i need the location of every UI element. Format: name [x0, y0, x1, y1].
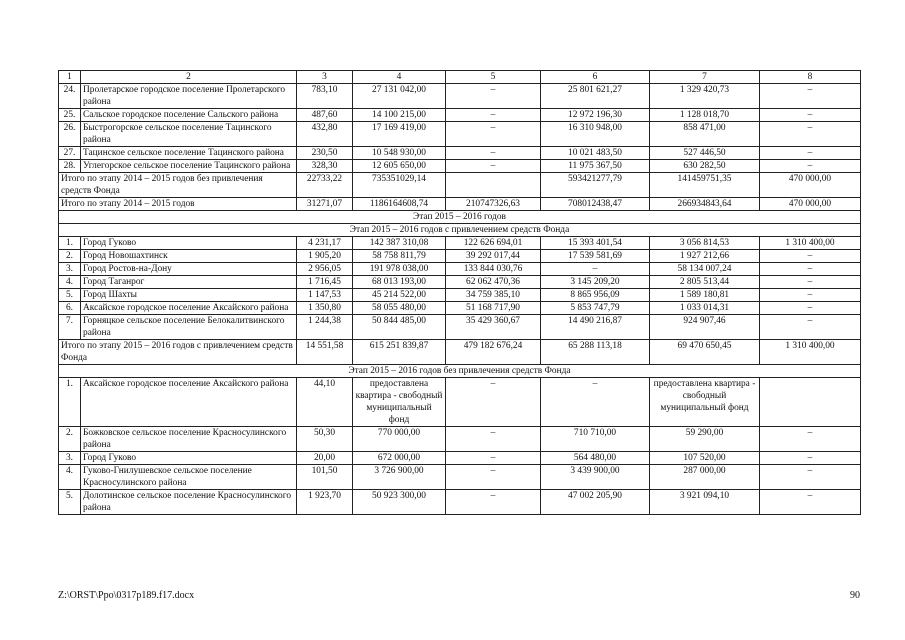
- fund-cell: 210747326,63: [446, 198, 541, 211]
- region-cell: 593421277,79: [541, 173, 650, 198]
- area-cell: 487,60: [297, 109, 353, 122]
- fund-cell: 133 844 030,76: [446, 263, 541, 276]
- name-cell: Тацинское сельское поселение Тацинского района: [81, 147, 297, 160]
- total-cost-cell: 27 131 042,00: [353, 84, 446, 109]
- fund-cell: –: [446, 147, 541, 160]
- region-cell: 25 801 621,27: [541, 84, 650, 109]
- table-row: [59, 263, 861, 276]
- fund-cell: 34 759 385,10: [446, 289, 541, 302]
- header-cell: 5: [446, 71, 541, 84]
- extra-cell: –: [760, 122, 861, 147]
- fund-cell: –: [446, 465, 541, 490]
- name-cell: Аксайское городское поселение Аксайского района: [81, 378, 297, 427]
- fund-cell: 35 429 360,67: [446, 315, 541, 340]
- region-cell: 65 288 113,18: [541, 340, 650, 365]
- total-cost-cell: предоставлена квартира - свободный муниципальный фонд: [353, 378, 446, 427]
- area-cell: 1 147,53: [297, 289, 353, 302]
- total-cost-cell: 68 013 193,00: [353, 276, 446, 289]
- table-row: [59, 109, 861, 122]
- region-cell: –: [541, 378, 650, 427]
- num-cell: 3.: [59, 452, 81, 465]
- fund-cell: –: [446, 84, 541, 109]
- num-cell: 4.: [59, 465, 81, 490]
- num-cell: 1.: [59, 378, 81, 427]
- total-cost-cell: 191 978 038,00: [353, 263, 446, 276]
- extra-cell: –: [760, 109, 861, 122]
- area-cell: 4 231,17: [297, 237, 353, 250]
- extra-cell: –: [760, 250, 861, 263]
- table-row: [59, 84, 861, 109]
- section-row: [59, 365, 861, 378]
- num-cell: 1.: [59, 237, 81, 250]
- local-cell: 527 446,50: [650, 147, 760, 160]
- region-cell: 708012438,47: [541, 198, 650, 211]
- area-cell: 14 551,58: [297, 340, 353, 365]
- name-cell: Гуково-Гнилушевское сельское поселение Красносулинского района: [81, 465, 297, 490]
- area-cell: 783,10: [297, 84, 353, 109]
- table-row: [59, 315, 861, 340]
- table-row: [59, 490, 861, 515]
- num-cell: 27.: [59, 147, 81, 160]
- local-cell: 3 921 094,10: [650, 490, 760, 515]
- fund-cell: –: [446, 378, 541, 427]
- name-cell: Аксайское городское поселение Аксайского района: [81, 302, 297, 315]
- local-cell: 3 056 814,53: [650, 237, 760, 250]
- area-cell: 1 716,45: [297, 276, 353, 289]
- section-row: [59, 211, 861, 224]
- region-cell: 564 480,00: [541, 452, 650, 465]
- table-row: [59, 427, 861, 452]
- area-cell: 230,50: [297, 147, 353, 160]
- total-cost-cell: 142 387 310,08: [353, 237, 446, 250]
- local-cell: 1 128 018,70: [650, 109, 760, 122]
- extra-cell: 1 310 400,00: [760, 340, 861, 365]
- name-cell: Город Гуково: [81, 237, 297, 250]
- local-cell: 924 907,46: [650, 315, 760, 340]
- num-cell: 5.: [59, 490, 81, 515]
- extra-cell: –: [760, 465, 861, 490]
- extra-cell: –: [760, 490, 861, 515]
- total-cost-cell: 58 055 480,00: [353, 302, 446, 315]
- local-cell: 266934843,64: [650, 198, 760, 211]
- section-title: Этап 2015 – 2016 годов без привлечения средств Фонда: [59, 365, 861, 378]
- table-body: [59, 71, 861, 515]
- extra-cell: 470 000,00: [760, 198, 861, 211]
- area-cell: 20,00: [297, 452, 353, 465]
- name-cell: Долотинское сельское поселение Красносулинского района: [81, 490, 297, 515]
- area-cell: 22733,22: [297, 173, 353, 198]
- area-cell: 1 350,80: [297, 302, 353, 315]
- table-row: [59, 276, 861, 289]
- area-cell: 50,30: [297, 427, 353, 452]
- extra-cell: –: [760, 452, 861, 465]
- file-path: Z:\ORST\Ppo\0317p189.f17.docx: [58, 590, 195, 601]
- num-cell: 4.: [59, 276, 81, 289]
- area-cell: 1 923,70: [297, 490, 353, 515]
- num-cell: 5.: [59, 289, 81, 302]
- document-table: [58, 70, 861, 515]
- region-cell: 5 853 747,79: [541, 302, 650, 315]
- section-title: Этап 2015 – 2016 годов: [59, 211, 861, 224]
- name-cell: Быстрогорское сельское поселение Тацинского района: [81, 122, 297, 147]
- extra-cell: –: [760, 84, 861, 109]
- region-cell: 14 490 216,87: [541, 315, 650, 340]
- fund-cell: –: [446, 160, 541, 173]
- total-cost-cell: 615 251 839,87: [353, 340, 446, 365]
- total-cost-cell: 50 923 300,00: [353, 490, 446, 515]
- table-row: [59, 160, 861, 173]
- num-cell: 6.: [59, 302, 81, 315]
- header-cell: 7: [650, 71, 760, 84]
- fund-cell: [446, 173, 541, 198]
- local-cell: 69 470 650,45: [650, 340, 760, 365]
- extra-cell: –: [760, 276, 861, 289]
- fund-cell: –: [446, 490, 541, 515]
- total-label-cell: Итого по этапу 2014 – 2015 годов: [59, 198, 297, 211]
- fund-cell: 62 062 470,36: [446, 276, 541, 289]
- table-row: [59, 122, 861, 147]
- extra-cell: –: [760, 147, 861, 160]
- local-cell: 2 805 513,44: [650, 276, 760, 289]
- total-cost-cell: 14 100 215,00: [353, 109, 446, 122]
- local-cell: 1 329 420,73: [650, 84, 760, 109]
- local-cell: 58 134 007,24: [650, 263, 760, 276]
- region-cell: 17 539 581,69: [541, 250, 650, 263]
- total-cost-cell: 50 844 485,00: [353, 315, 446, 340]
- table-row: [59, 147, 861, 160]
- header-cell: 4: [353, 71, 446, 84]
- name-cell: Город Таганрог: [81, 276, 297, 289]
- local-cell: 858 471,00: [650, 122, 760, 147]
- header-cell: 3: [297, 71, 353, 84]
- num-cell: 26.: [59, 122, 81, 147]
- area-cell: 44,10: [297, 378, 353, 427]
- total-cost-cell: 45 214 522,00: [353, 289, 446, 302]
- local-cell: 107 520,00: [650, 452, 760, 465]
- table-row: [59, 289, 861, 302]
- extra-cell: 1 310 400,00: [760, 237, 861, 250]
- table-row: [59, 465, 861, 490]
- fund-cell: 51 168 717,90: [446, 302, 541, 315]
- area-cell: 101,50: [297, 465, 353, 490]
- total-cost-cell: 17 169 419,00: [353, 122, 446, 147]
- extra-cell: –: [760, 315, 861, 340]
- region-cell: 47 002 205,90: [541, 490, 650, 515]
- region-cell: 11 975 367,50: [541, 160, 650, 173]
- name-cell: Город Шахты: [81, 289, 297, 302]
- section-row: [59, 224, 861, 237]
- table-row: [59, 237, 861, 250]
- total-cost-cell: 3 726 900,00: [353, 465, 446, 490]
- fund-cell: –: [446, 122, 541, 147]
- page-number: 90: [850, 590, 860, 601]
- extra-cell: [760, 378, 861, 427]
- extra-cell: –: [760, 289, 861, 302]
- section-title: Этап 2015 – 2016 годов с привлечением средств Фонда: [59, 224, 861, 237]
- extra-cell: –: [760, 302, 861, 315]
- total-cost-cell: 58 758 811,79: [353, 250, 446, 263]
- header-cell: 8: [760, 71, 861, 84]
- num-cell: 7.: [59, 315, 81, 340]
- table-header-row: [59, 71, 861, 84]
- name-cell: Сальское городское поселение Сальского района: [81, 109, 297, 122]
- area-cell: 432,80: [297, 122, 353, 147]
- num-cell: 2.: [59, 250, 81, 263]
- area-cell: 31271,07: [297, 198, 353, 211]
- total-cost-cell: 1186164608,74: [353, 198, 446, 211]
- local-cell: 1 033 014,31: [650, 302, 760, 315]
- extra-cell: 470 000,00: [760, 173, 861, 198]
- fund-cell: –: [446, 427, 541, 452]
- fund-cell: –: [446, 452, 541, 465]
- area-cell: 1 244,38: [297, 315, 353, 340]
- total-row: [59, 198, 861, 211]
- header-cell: 2: [81, 71, 297, 84]
- total-cost-cell: 12 605 650,00: [353, 160, 446, 173]
- total-label-cell: Итого по этапу 2015 – 2016 годов с привлечением средств Фонда: [59, 340, 297, 365]
- region-cell: 710 710,00: [541, 427, 650, 452]
- name-cell: Божковское сельское поселение Красносулинского района: [81, 427, 297, 452]
- local-cell: 1 927 212,66: [650, 250, 760, 263]
- total-cost-cell: 10 548 930,00: [353, 147, 446, 160]
- area-cell: 1 905,20: [297, 250, 353, 263]
- table-row: [59, 378, 861, 427]
- area-cell: 2 956,05: [297, 263, 353, 276]
- table-row: [59, 452, 861, 465]
- total-label-cell: Итого по этапу 2014 – 2015 годов без привлечения средств Фонда: [59, 173, 297, 198]
- fund-cell: –: [446, 109, 541, 122]
- region-cell: 3 439 900,00: [541, 465, 650, 490]
- name-cell: Город Ростов-на-Дону: [81, 263, 297, 276]
- region-cell: 15 393 401,54: [541, 237, 650, 250]
- region-cell: 10 021 483,50: [541, 147, 650, 160]
- name-cell: Горняцкое сельское поселение Белокалитвинского района: [81, 315, 297, 340]
- region-cell: –: [541, 263, 650, 276]
- local-cell: предоставлена квартира - свободный муниципальный фонд: [650, 378, 760, 427]
- total-cost-cell: 672 000,00: [353, 452, 446, 465]
- region-cell: 8 865 956,09: [541, 289, 650, 302]
- extra-cell: –: [760, 160, 861, 173]
- local-cell: 1 589 180,81: [650, 289, 760, 302]
- total-row: [59, 173, 861, 198]
- extra-cell: –: [760, 427, 861, 452]
- header-cell: 1: [59, 71, 81, 84]
- total-cost-cell: 770 000,00: [353, 427, 446, 452]
- name-cell: Город Гуково: [81, 452, 297, 465]
- name-cell: Пролетарское городское поселение Пролетарского района: [81, 84, 297, 109]
- header-cell: 6: [541, 71, 650, 84]
- local-cell: 141459751,35: [650, 173, 760, 198]
- local-cell: 59 290,00: [650, 427, 760, 452]
- fund-cell: 479 182 676,24: [446, 340, 541, 365]
- local-cell: 630 282,50: [650, 160, 760, 173]
- name-cell: Город Новошахтинск: [81, 250, 297, 263]
- region-cell: 3 145 209,20: [541, 276, 650, 289]
- table-row: [59, 250, 861, 263]
- local-cell: 287 000,00: [650, 465, 760, 490]
- region-cell: 12 972 196,30: [541, 109, 650, 122]
- num-cell: 25.: [59, 109, 81, 122]
- num-cell: 28.: [59, 160, 81, 173]
- table-row: [59, 302, 861, 315]
- region-cell: 16 310 948,00: [541, 122, 650, 147]
- area-cell: 328,30: [297, 160, 353, 173]
- num-cell: 24.: [59, 84, 81, 109]
- name-cell: Углегорское сельское поселение Тацинского района: [81, 160, 297, 173]
- fund-cell: 122 626 694,01: [446, 237, 541, 250]
- num-cell: 2.: [59, 427, 81, 452]
- total-cost-cell: 735351029,14: [353, 173, 446, 198]
- num-cell: 3.: [59, 263, 81, 276]
- fund-cell: 39 292 017,44: [446, 250, 541, 263]
- extra-cell: –: [760, 263, 861, 276]
- total-row: [59, 340, 861, 365]
